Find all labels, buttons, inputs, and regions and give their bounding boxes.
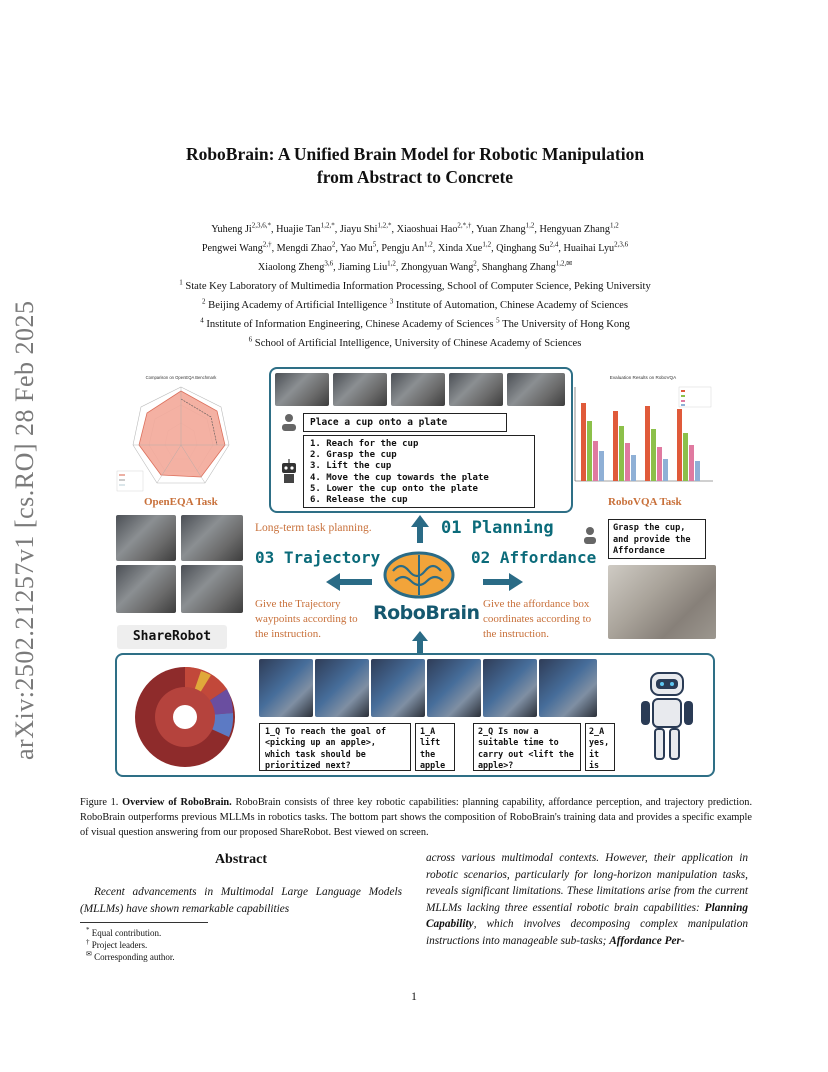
footnote-equal: * Equal contribution. — [86, 926, 162, 938]
author-name: Yuheng Ji — [211, 224, 252, 235]
author-affiliation-marks: 2,† — [262, 240, 272, 249]
abstract-left-text: Recent advancements in Multimodal Large Language Models (MLLMs) have shown remarkable capabilities — [80, 886, 402, 915]
bar — [599, 451, 604, 481]
footnotes — [80, 922, 402, 963]
overview-figure — [111, 365, 719, 780]
trajectory-photo-3 — [116, 565, 176, 613]
qa2-question: 2_Q Is now a suitable time to carry out <lift the apple>? — [473, 723, 581, 771]
caption-title: Overview of RoboBrain. — [122, 797, 232, 808]
author-affiliation-marks: 2,4 — [549, 240, 559, 249]
author-name: Hengyuan Zhang — [539, 224, 610, 235]
figure-caption — [80, 795, 752, 840]
arxiv-stamp: arXiv:2502.21257v1 [cs.RO] 28 Feb 2025 — [10, 300, 39, 760]
author-name: Xiaoshuai Hao — [396, 224, 458, 235]
robobrain-logo-text: RoboBrain — [373, 602, 480, 624]
author-list — [80, 220, 750, 277]
author-name: Jiayu Shi — [339, 224, 378, 235]
author-name: Shanghang Zhang — [481, 262, 556, 273]
bar — [587, 421, 592, 481]
author-affiliation-marks: 1,2 — [387, 259, 396, 268]
author-name: Yuan Zhang — [476, 224, 526, 235]
author-affiliation-marks: 1,2 — [525, 221, 535, 230]
qa1-question: 1_Q To reach the goal of <picking up an apple>, which task should be prioritized next? — [259, 723, 411, 771]
planning-panel — [269, 367, 573, 513]
bar-chart-title: Evaluation Results on RoboVQA — [609, 375, 677, 380]
title-line-1: RoboBrain: A Unified Brain Model for Robotic Manipulation — [185, 144, 645, 164]
bar — [695, 461, 700, 481]
affiliation-line-3: $^4$ Institute of Information Engineering, Chinese Academy of Sciences $^5$ The University of Hong Kong — [200, 316, 630, 330]
arrow-right-icon — [483, 573, 523, 591]
instruction-box: Place a cup onto a plate — [303, 413, 507, 432]
bar — [645, 406, 650, 481]
video-frame-5 — [483, 659, 537, 717]
openeqa-task-label: OpenEQA Task — [144, 496, 218, 508]
planning-label: 01 Planning — [441, 518, 554, 538]
bar — [689, 445, 694, 481]
humanoid-robot-icon — [637, 669, 697, 765]
frame-5 — [507, 373, 565, 406]
radar-series-fill — [139, 391, 225, 477]
bar — [625, 443, 630, 481]
footnote-rule — [80, 922, 208, 923]
author-name: Huaihai Lyu — [563, 243, 615, 254]
author-name: Huajie Tan — [276, 224, 321, 235]
author-affiliation-marks: 2 — [331, 240, 336, 249]
trajectory-label: 03 Trajectory — [255, 548, 381, 567]
frame-1 — [275, 373, 329, 406]
abstract-right-text: across various multimodal contexts. However, their application in robotic scenarios, particularly for long-horizon manipulation tasks, reveals significant limitations. These limitations arise from the current MLLMs lacking three essential robotic brain capabilities: Planning Capability, which involves decomposing complex manipulation instructions into manageable sub-tasks; Affordance Per- — [426, 852, 748, 947]
author-name: Zhongyuan Wang — [401, 262, 474, 273]
title-line-2: from Abstract to Concrete — [316, 167, 514, 187]
author-name: Qinghang Su — [496, 243, 550, 254]
author-line-1: Yuheng $Ji^{2,3,6,*}$, Huajie Tan$^{1,2,*}$, Jiayu Shi$^{1,2,*}$, Xiaoshuai Hao$^{2,*,\dagger}$, Yuan Zhang$^{1,2}$, Hengyuan Zhang$^{1,2}$ — [211, 221, 619, 235]
frame-2 — [333, 373, 387, 406]
trajectory-photo-1 — [116, 515, 176, 561]
author-name: Xiaolong Zheng — [257, 262, 325, 273]
bar — [613, 411, 618, 481]
footnote-leaders: † Project leaders. — [86, 938, 148, 950]
author-name: Mengdi Zhao — [276, 243, 332, 254]
long-term-planning-text: Long-term task planning. — [255, 522, 372, 534]
author-name: Yao Mu — [340, 243, 373, 254]
affiliation-list — [80, 277, 750, 353]
plan-step: 3. Lift the cup — [310, 461, 392, 472]
author-affiliation-marks: 5 — [372, 240, 377, 249]
plan-step: 6. Release the cup — [310, 495, 408, 506]
affiliation-line-2: $^2$ Beijing Academy of Artificial Intelligence $^3$ Institute of Automation, Chinese Academy of Sciences — [202, 297, 628, 311]
sharerobot-panel — [115, 653, 715, 777]
author-name: Xinda Xue — [437, 243, 483, 254]
author-affiliation-marks: 1,2 — [609, 221, 619, 230]
author-affiliation-marks: 2,3,6,* — [251, 221, 271, 230]
caption-label: Figure 1. — [80, 797, 119, 808]
bar — [593, 441, 598, 481]
plan-step: 4. Move the cup towards the plate — [310, 472, 489, 483]
arrow-left-icon — [326, 573, 372, 591]
caption-body: RoboBrain consists of three key robotic capabilities: planning capability, affordance perception, and trajectory prediction. RoboBrain outperforms previous MLLMs in robotics tasks. The bottom part shows the composition of RoboBrain's training data and provides a specific example of visual question answering from our proposed ShareRobot. Best viewed on screen. — [80, 797, 753, 838]
footnote-corresponding: ✉ Corresponding author. — [86, 950, 175, 962]
author-affiliation-marks: 3,6 — [324, 259, 334, 268]
arrow-up-icon — [411, 515, 429, 543]
plan-step: 5. Lower the cup onto the plate — [310, 483, 478, 494]
author-line-2: Pengwei Wang$^{2,\dagger}$, Mengdi Zhao$^2$, Yao Mu$^5$, Pengju An$^{1,2}$, Xinda Xue$^{1,2}$, Qinghang Su$^{2,4}$, Huaihai Lyu$^{2,3,6}$ — [201, 240, 629, 254]
bar — [683, 433, 688, 481]
bar — [657, 447, 662, 481]
video-frame-6 — [539, 659, 597, 717]
author-name: Pengju An — [381, 243, 425, 254]
video-frame-3 — [371, 659, 425, 717]
plan-step: 1. Reach for the cup — [310, 439, 419, 449]
author-affiliation-marks: 1,2 — [424, 240, 433, 249]
affordance-photo — [608, 565, 716, 639]
trajectory-description: Give the Trajectory waypoints according to the instruction. — [255, 598, 358, 640]
openeqa-radar-chart — [113, 371, 249, 499]
sharerobot-label: ShareRobot — [117, 625, 227, 649]
author-name: Pengwei Wang — [201, 243, 263, 254]
affiliation-line-1: $^1$ State Key Laboratory of Multimedia Information Processing, School of Computer Science, Peking University — [179, 278, 651, 292]
author-affiliation-marks: 1,2,✉ — [555, 259, 573, 268]
robot-icon — [279, 459, 299, 487]
bar — [581, 403, 586, 481]
bar — [677, 409, 682, 481]
left-column — [80, 850, 402, 917]
author-affiliation-marks: 2 — [473, 259, 477, 268]
affiliation-line-4: $^6$ School of Artificial Intelligence, University of Chinese Academy of Sciences — [248, 335, 582, 349]
plan-step: 2. Grasp the cup — [310, 450, 397, 461]
author-affiliation-marks: 1,2,* — [377, 221, 392, 230]
plan-steps-box — [303, 435, 535, 508]
robovqa-task-label: RoboVQA Task — [608, 496, 682, 508]
author-name: Jiaming Liu — [338, 262, 388, 273]
author-affiliation-marks: 2,*,† — [457, 221, 472, 230]
arrow-down-icon — [412, 631, 428, 653]
brain-icon — [381, 549, 457, 601]
bar — [651, 429, 656, 481]
frame-4 — [449, 373, 503, 406]
author-line-3: Xiaolong Zheng$^{3,6}$, Jiaming Liu$^{1,2}$, Zhongyuan Wang$^2$, Shanghang Zhang$^{1,2,✉}$ — [257, 259, 573, 273]
frame-3 — [391, 373, 445, 406]
video-frame-2 — [315, 659, 369, 717]
qa1-answer: 1_A lift the apple — [415, 723, 455, 771]
robovqa-bar-chart — [563, 371, 717, 499]
radar-title: Comparison on OpenEQA Benchmark — [145, 375, 217, 380]
right-column — [426, 850, 748, 949]
affordance-query-box: Grasp the cup, and provide the Affordance — [608, 519, 706, 559]
trajectory-photo-2 — [181, 515, 243, 561]
user-icon — [281, 413, 297, 431]
dataset-sunburst-chart — [127, 659, 247, 769]
abstract-heading: Abstract — [214, 852, 268, 867]
bar-group — [581, 403, 700, 481]
affordance-label: 02 Affordance — [471, 548, 597, 567]
user-icon-2 — [583, 526, 597, 544]
page-number: 1 — [411, 991, 417, 1003]
bar — [663, 459, 668, 481]
trajectory-photo-4 — [181, 565, 243, 613]
video-frame-1 — [259, 659, 313, 717]
author-affiliation-marks: 1,2,* — [320, 221, 335, 230]
author-affiliation-marks: 2,3,6 — [614, 240, 629, 249]
affordance-description: Give the affordance box coordinates according to the instruction. — [483, 598, 592, 640]
bar — [619, 426, 624, 481]
video-frame-4 — [427, 659, 481, 717]
paper-title — [90, 143, 740, 189]
bar — [631, 455, 636, 481]
qa2-answer: 2_A yes, it is — [585, 723, 615, 771]
author-affiliation-marks: 1,2 — [482, 240, 492, 249]
